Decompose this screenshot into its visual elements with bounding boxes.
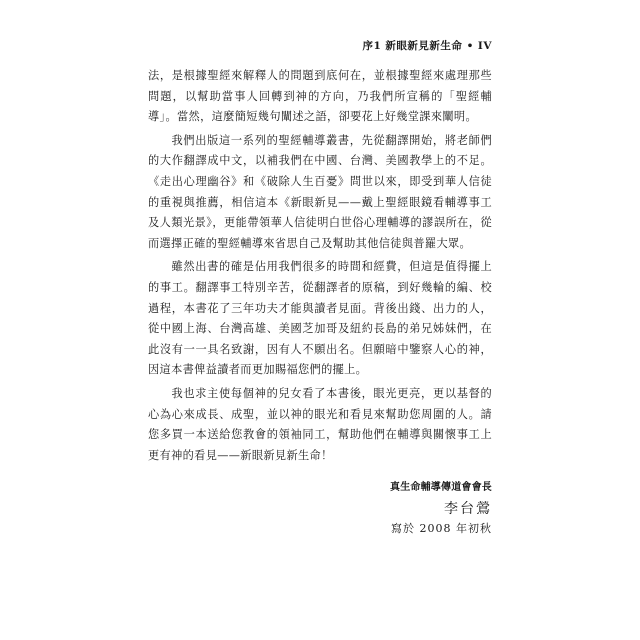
signature-name: 李台鶯 xyxy=(444,501,492,517)
paragraph-publishing-series: 我們出版這一系列的聖經輔導叢書，先從翻譯開始，將老師們的大作翻譯成中文，以補我們在中國、台灣、美國教學上的不足。《走出心理幽谷》和《破除人生百憂》問世以來，即受到華人信徒的重視與推薦，相信這本《新眼新見——戴上聖經眼鏡看輔導事工及人類光景》，更能帶領華人信徒明白世俗心理輔導的謬誤所在，從而選擇正確的聖經輔導來省思自己及幫助其他信徒與普羅大眾。 xyxy=(148,133,492,250)
signature-organization: 真生命輔導傳道會會長 xyxy=(390,482,492,493)
signature-date: 寫於 2008 年初秋 xyxy=(391,522,492,535)
paragraph-closing-prayer: 我也求主使每個神的兒女看了本書後，眼光更亮，更以基督的心為心來成長、成聖，並以神的眼光和看見來幫助您周圍的人。請您多買一本送給您教會的領袖同工，幫助他們在輔導與關懷事工上更有神的看見——新眼新見新生命！ xyxy=(148,386,492,462)
paragraph-acknowledgement: 雖然出書的確是佔用我們很多的時間和經費，但這是值得擺上的事工。翻譯事工特別辛苦，從翻譯者的原稿，到好幾輪的編、校過程，本書花了三年功夫才能與讀者見面。背後出錢、出力的人，從中國上海、台灣高雄、美國芝加哥及紐約長島的弟兄姊妹們，在此沒有一一具名致謝，因有人不願出名。但願暗中鑒察人心的神，因這本書俾益讀者而更加賜福您們的擺上。 xyxy=(148,260,492,377)
paragraph-continuation: 法，是根據聖經來解釋人的問題到底何在，並根據聖經來處理那些問題，以幫助當事人回轉到神的方向，乃我們所宣稱的「聖經輔導」。當然，這麼簡短幾句闡述之語，卻要花上好幾堂課來闡明。 xyxy=(148,69,492,124)
preface-body xyxy=(148,66,492,469)
running-header: 序1 新眼新見新生命 • IV xyxy=(362,40,492,52)
